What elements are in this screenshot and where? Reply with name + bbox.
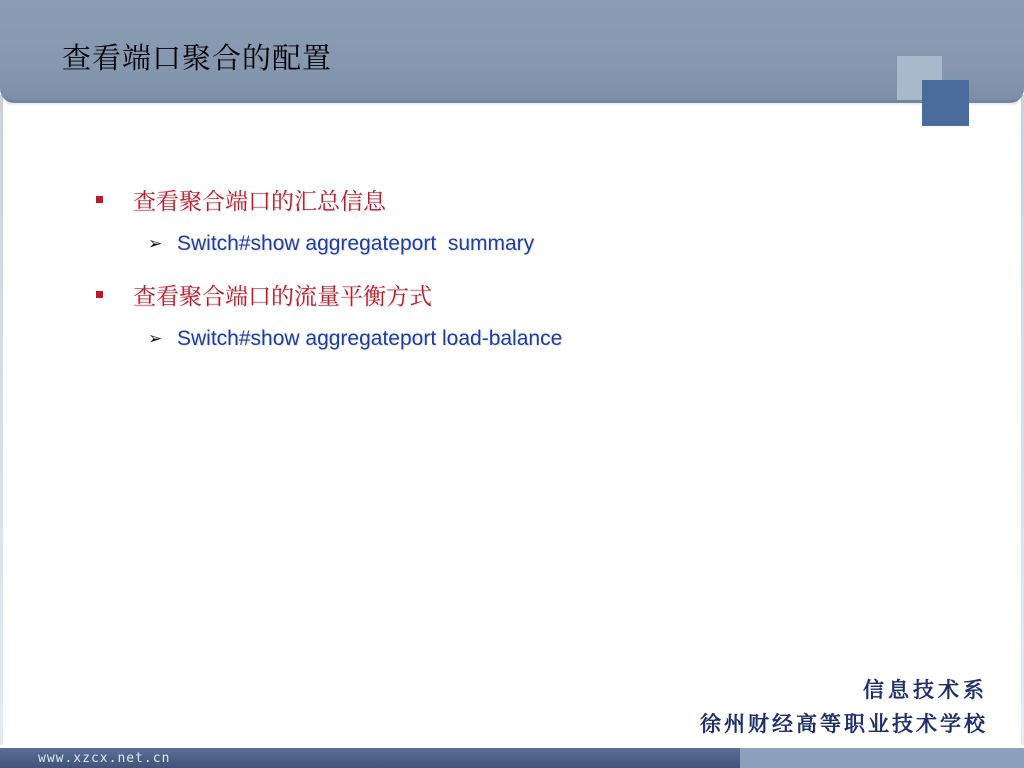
command-summary: Switch#show aggregateport summary	[177, 232, 535, 255]
square-bullet-icon	[96, 291, 103, 298]
footer-school: 徐州财经高等职业技术学校	[700, 711, 988, 736]
arrow-bullet-icon: ➢	[148, 234, 163, 254]
command-load-balance: Switch#show aggregateport load-balance	[177, 327, 563, 350]
footer-bar-accent	[740, 748, 1024, 768]
bullet-item-load-balance: 查看聚合端口的流量平衡方式	[133, 284, 432, 310]
footer-department: 信息技术系	[863, 677, 988, 702]
slide-title: 查看端口聚合的配置	[62, 41, 333, 75]
arrow-bullet-icon: ➢	[148, 329, 163, 349]
square-bullet-icon	[96, 196, 103, 203]
decorative-square-dark	[922, 80, 969, 126]
bullet-item-summary: 查看聚合端口的汇总信息	[133, 189, 386, 215]
header-shadow	[6, 100, 1018, 106]
footer-url: www.xzcx.net.cn	[38, 751, 171, 766]
left-edge-decoration	[0, 95, 3, 745]
